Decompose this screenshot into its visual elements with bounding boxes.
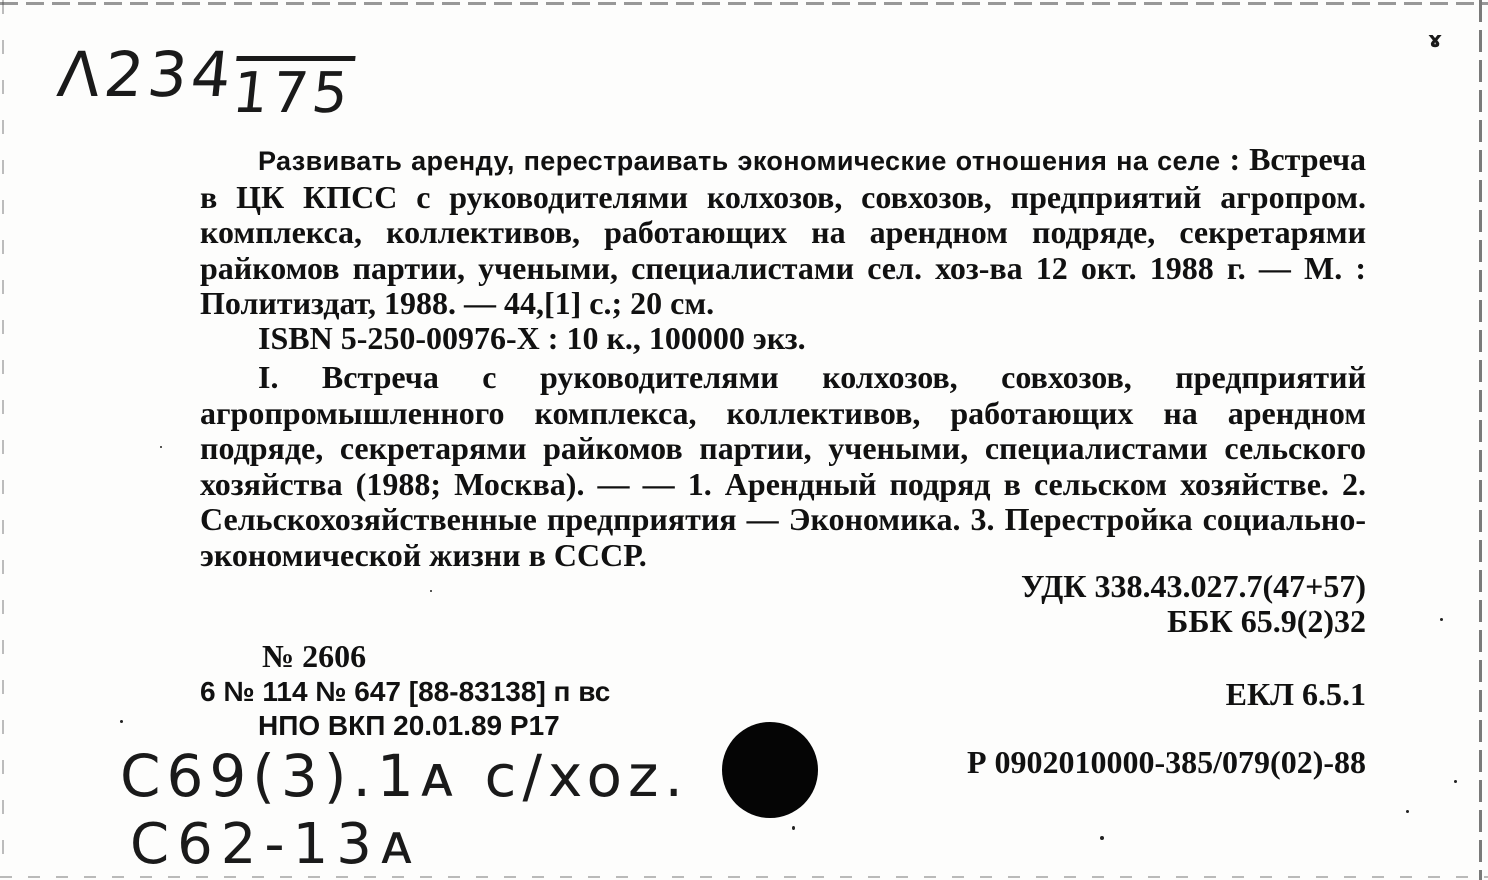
ink-speck	[792, 826, 795, 830]
ink-speck	[1454, 780, 1457, 783]
ink-speck	[430, 590, 432, 592]
udk-code: УДК 338.43.027.7(47+57)	[1020, 568, 1366, 604]
tracing-paragraph	[200, 360, 1366, 573]
ink-speck	[160, 446, 162, 448]
ink-speck	[1406, 810, 1409, 813]
card-number: № 2606	[262, 638, 367, 674]
shelf-mark-main: Λ234	[54, 38, 239, 111]
entry-title: Развивать аренду, перестраивать экономические отношения на селе	[258, 146, 1221, 176]
ink-speck	[1440, 618, 1443, 621]
main-entry	[200, 142, 1366, 322]
handwritten-shelf-mark	[54, 38, 357, 126]
ink-speck	[120, 720, 123, 723]
shelf-mark-sub: 175	[229, 61, 356, 126]
isbn-line: ISBN 5-250-00976-X : 10 к., 100000 экз.	[258, 320, 806, 356]
print-line: 6 № 114 № 647 [88-83138] п вс	[200, 676, 611, 707]
entry-body: : Встреча в ЦК КПСС с руководителями колхозов, совхозов, предприятий агропром. комплекса, коллективов, работающих на арендном подряде, секретарями райкомов партии, учеными, специалистами сел. хоз-ва 12 окт. 1988 г. — М. : Политиздат, 1988. — 44,[1] с.; 20 см.	[200, 141, 1366, 321]
card-edge-right	[1479, 0, 1482, 880]
tracing-block	[200, 360, 1366, 573]
handwritten-code-line1: C69(3).1ᴀ c/xoz.	[120, 742, 689, 810]
bbk-code: ББК 65.9(2)32	[1167, 603, 1366, 639]
handwritten-corner-mark: ɤ	[1428, 28, 1442, 53]
punch-hole	[722, 722, 818, 818]
card-edge-left	[2, 0, 4, 880]
tracing-text: I. Встреча с руководителями колхозов, совхозов, предприятий агропромышленного комплекса, коллективов, работающих на арендном подряде, секретарями райкомов партии, учеными, специалистами сельского хозяйства (1988; Москва). — — 1. Арендный подряд в сельском хозяйстве. 2. Сельскохозяйственные предприятия — Экономика. 3. Перестройка социально-экономической жизни в СССР.	[200, 359, 1366, 573]
ink-speck	[1100, 836, 1104, 840]
handwritten-code-line2: C62-13ᴀ	[130, 812, 421, 877]
ekl-code: ЕКЛ 6.5.1	[1225, 676, 1366, 712]
entry-paragraph	[200, 142, 1366, 322]
price-code: Р 0902010000-385/079(02)-88	[966, 744, 1366, 780]
card-edge-top	[0, 2, 1488, 5]
npo-line: НПО ВКП 20.01.89 Р17	[258, 710, 560, 741]
